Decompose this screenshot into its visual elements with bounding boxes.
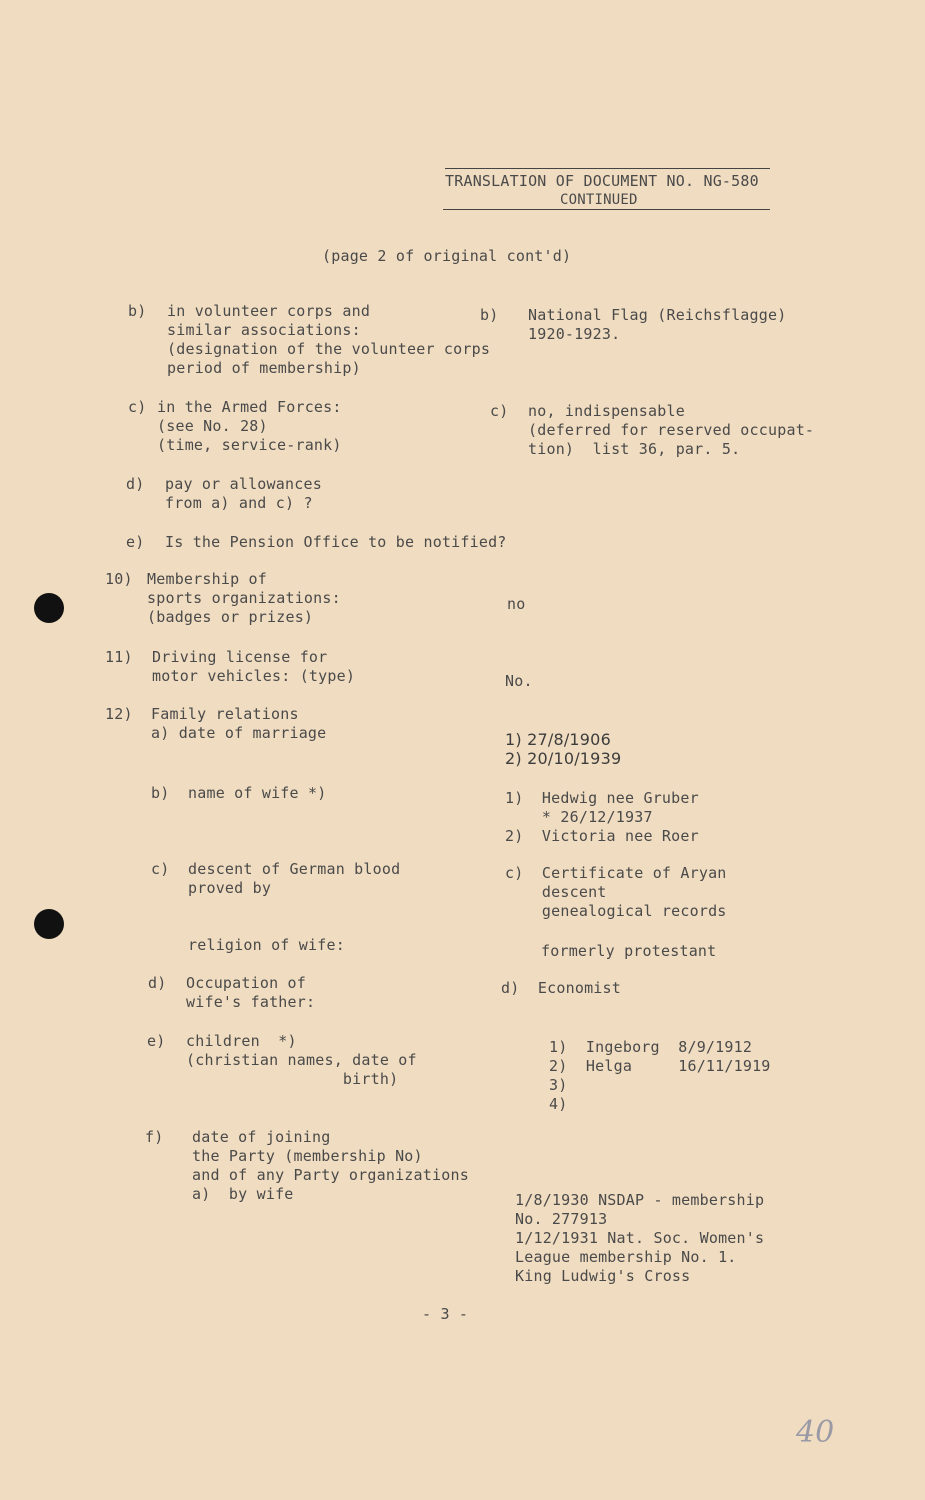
item-b-answer-label: b) (480, 306, 499, 324)
item-12e-label: e) (147, 1032, 166, 1050)
item-12f-answer: 1/8/1930 NSDAP - membership No. 277913 1/12/1931 Nat. Soc. Women's League membership No. 1. King Ludwig's Cross (515, 1191, 765, 1285)
item-c-answer-label: c) (490, 402, 509, 420)
item-c-question: in the Armed Forces: (see No. 28) (time, service-rank) (157, 398, 342, 454)
item-12-label: 12) (105, 705, 133, 723)
item-b-label: b) (128, 302, 147, 320)
item-12d-label: d) (148, 974, 167, 992)
item-d-label: d) (126, 475, 145, 493)
item-10-question: Membership of sports organizations: (badges or prizes) (147, 570, 341, 626)
religion-question: religion of wife: (188, 936, 345, 954)
item-11-question: Driving license for motor vehicles: (type) (152, 648, 356, 685)
item-12d-answer: d) Economist (501, 979, 621, 997)
item-10-label: 10) (105, 570, 133, 588)
item-12c-answer: c) Certificate of Aryan descent genealogical records (505, 864, 727, 920)
item-11-label: 11) (105, 648, 133, 666)
item-12f-label: f) (145, 1128, 164, 1146)
item-12b-answer-1: 1) Hedwig nee Gruber * 26/12/1937 (505, 789, 699, 826)
item-e-label: e) (126, 533, 145, 551)
item-12b-label: b) (151, 784, 170, 802)
item-b-question: in volunteer corps and similar associations: (designation of the volunteer corps period of membership) (167, 302, 491, 377)
item-12e-answer: 1) Ingeborg 8/9/1912 2) Helga 16/11/1919 3) 4) (549, 1038, 771, 1113)
religion-answer: formerly protestant (541, 942, 717, 960)
header-bottom-rule (443, 209, 770, 210)
item-12-answer: 1) 27/8/1906 2) 20/10/1939 (505, 730, 622, 768)
item-12-question: Family relations a) date of marriage (151, 705, 327, 742)
item-12d-question: Occupation of wife's father: (186, 974, 316, 1011)
item-12b-question: name of wife *) (188, 784, 327, 802)
pencil-page-mark: 40 (796, 1415, 835, 1450)
punch-hole-bottom (34, 909, 64, 939)
document-title: TRANSLATION OF DOCUMENT NO. NG-580 (445, 172, 759, 190)
item-d-question: pay or allowances from a) and c) ? (165, 475, 322, 512)
item-e-question: Is the Pension Office to be notified? (165, 533, 507, 551)
page-number: - 3 - (422, 1305, 469, 1323)
item-12f-question: date of joining the Party (membership No) and of any Party organizations a) by wife (192, 1128, 469, 1203)
item-c-label: c) (128, 398, 147, 416)
document-subtitle: CONTINUED (560, 192, 638, 208)
item-10-answer: no (507, 595, 526, 613)
item-12c-question: descent of German blood proved by (188, 860, 401, 897)
punch-hole-top (34, 593, 64, 623)
item-12b-answer-2: 2) Victoria nee Roer (505, 827, 699, 845)
page-note: (page 2 of original cont'd) (322, 247, 572, 265)
header-top-rule (445, 168, 770, 169)
item-12c-label: c) (151, 860, 170, 878)
item-11-answer: No. (505, 672, 533, 690)
item-b-answer: National Flag (Reichsflagge) 1920-1923. (528, 306, 787, 343)
item-c-answer: no, indispensable (deferred for reserved occupat- tion) list 36, par. 5. (528, 402, 815, 458)
item-12e-question: children *) (christian names, date of birth) (186, 1032, 417, 1088)
